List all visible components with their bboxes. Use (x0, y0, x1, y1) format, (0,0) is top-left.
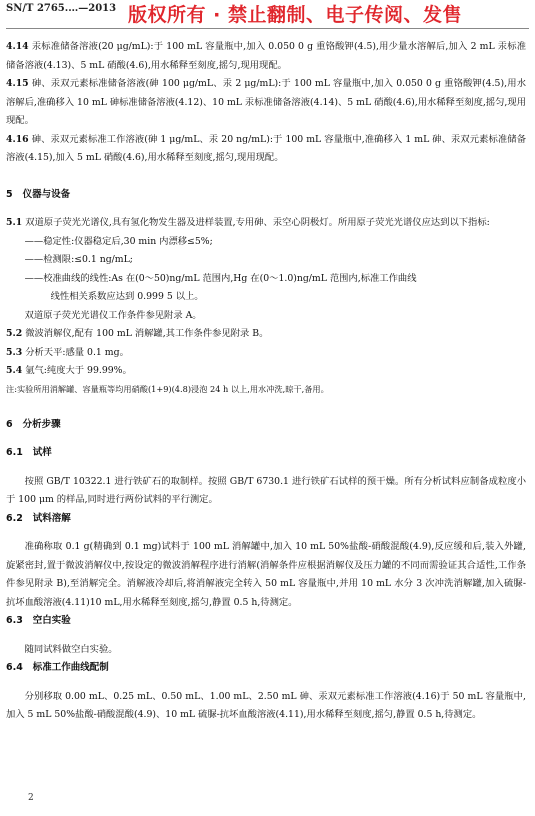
clause-6-1-text: 按照 GB/T 10322.1 进行铁矿石的取制样。按照 GB/T 6730.1 进行铁矿石试样的预干燥。所有分析试料应制备成粒度小于 100 μm 的样品,同时进行两份试料的平行测定。 (6, 475, 526, 505)
standard-code: SN/T 2765.…—2013 (6, 3, 117, 14)
clause-4-16: 4.16 砷、汞双元素标准工作溶液(砷 1 μg/mL、汞 20 ng/mL):于 100 mL 容量瓶中,准确移入 1 mL 砷、汞双元素标准储备溶液(4.15),加入 5 mL 硝酸(4.6),用水稀释至刻度,摇匀,现用现配。 (6, 133, 526, 163)
section-6-1-heading: 6.1 试样 (6, 447, 52, 458)
section-6-4-heading: 6.4 标准工作曲线配制 (6, 662, 109, 673)
body-content (6, 38, 526, 725)
copyright-watermark: 版权所有 · 禁止翻制、电子传阅、发售 (128, 4, 462, 26)
clause-5-3: 5.3 分析天平:感量 0.1 mg。 (6, 346, 129, 358)
clause-6-4-text: 分别移取 0.00 mL、0.25 mL、0.50 mL、1.00 mL、2.50 mL 砷、汞双元素标准工作溶液(4.16)于 50 mL 容量瓶中,加入 5 mL 50%盐酸-硝酸混酸(4.9)、10 mL 硫脲-抗坏血酸溶液(4.11),用水稀释至刻度,摇匀,静置 0.5 h,待测定。 (6, 690, 526, 720)
section-6-2-heading: 6.2 试料溶解 (6, 512, 71, 524)
clause-5-1-appendix: 双道原子荧光光谱仪工作条件参见附录 A。 (24, 309, 202, 321)
clause-6-3-text: 随同试料做空白实验。 (24, 643, 118, 655)
clause-4-15: 4.15 砷、汞双元素标准储备溶液(砷 100 μg/mL、汞 2 μg/mL):于 100 mL 容量瓶中,加入 0.050 0 g 重铬酸钾(4.5),用水溶解后,准确移入 10 mL 砷标准储备溶液(4.12)、10 mL 汞标准储备溶液(4.14)、5 mL 硝酸(4.6),用水稀释至刻度,摇匀,现用现配。 (6, 78, 526, 126)
page-number: 2 (28, 793, 34, 803)
clause-5-1: 5.1 双道原子荧光光谱仪,具有氢化物发生器及进样装置,专用砷、汞空心阴极灯。所用原子荧光光谱仪应达到以下指标: (6, 217, 490, 228)
header-divider (6, 28, 529, 29)
spec-linearity: ——校准曲线的线性:As 在(0～50)ng/mL 范围内,Hg 在(0～1.0)ng/mL 范围内,标准工作曲线 (24, 272, 417, 284)
clause-5-2: 5.2 微波消解仪,配有 100 mL 消解罐,其工作条件参见附录 B。 (6, 328, 269, 339)
spec-detection-limit: ——检测限:≤0.1 ng/mL; (24, 254, 133, 265)
clause-4-14: 4.14 汞标准储备溶液(20 μg/mL):于 100 mL 容量瓶中,加入 0.050 0 g 重铬酸钾(4.5),用少量水溶解后,加入 2 mL 汞标准储备溶液(4.13)、5 mL 硝酸(4.6),用水稀释至刻度,摇匀,现用现配。 (6, 41, 526, 71)
clause-5-4: 5.4 氩气:纯度大于 99.99%。 (6, 365, 132, 376)
section-6-3-heading: 6.3 空白实验 (6, 615, 71, 626)
section-6-heading: 6 分析步骤 (6, 418, 61, 430)
spec-linearity-cont: 线性相关系数应达到 0.999 5 以上。 (50, 291, 204, 302)
clause-6-2-text: 准确称取 0.1 g(精确到 0.1 mg)试料于 100 mL 消解罐中,加入 10 mL 50%盐酸-硝酸混酸(4.9),反应缓和后,装入外罐,旋紧密封,置于微波消解仪中,按设定的微波消解程序进行消解(消解条件应根据消解仪及压力罐的不同而需验证其合适性,工作条件参见附录 B),至消解完全。消解液冷却后,将消解液完全转入 50 mL 容量瓶中,并用 10 mL 水分 3 次冲洗消解罐,加入硫脲-抗坏血酸溶液(4.11)10 mL,用水稀释至刻度,摇匀,静置 0.5 h,待测定。 (6, 541, 526, 608)
spec-stability: ——稳定性:仪器稳定后,30 min 内漂移≤5%; (24, 235, 213, 247)
section-5-heading: 5 仪器与设备 (6, 188, 71, 200)
note: 注:实验所用消解罐、容量瓶等均用硝酸(1+9)(4.8)浸泡 24 h 以上,用水冲洗,晾干,备用。 (6, 383, 329, 394)
